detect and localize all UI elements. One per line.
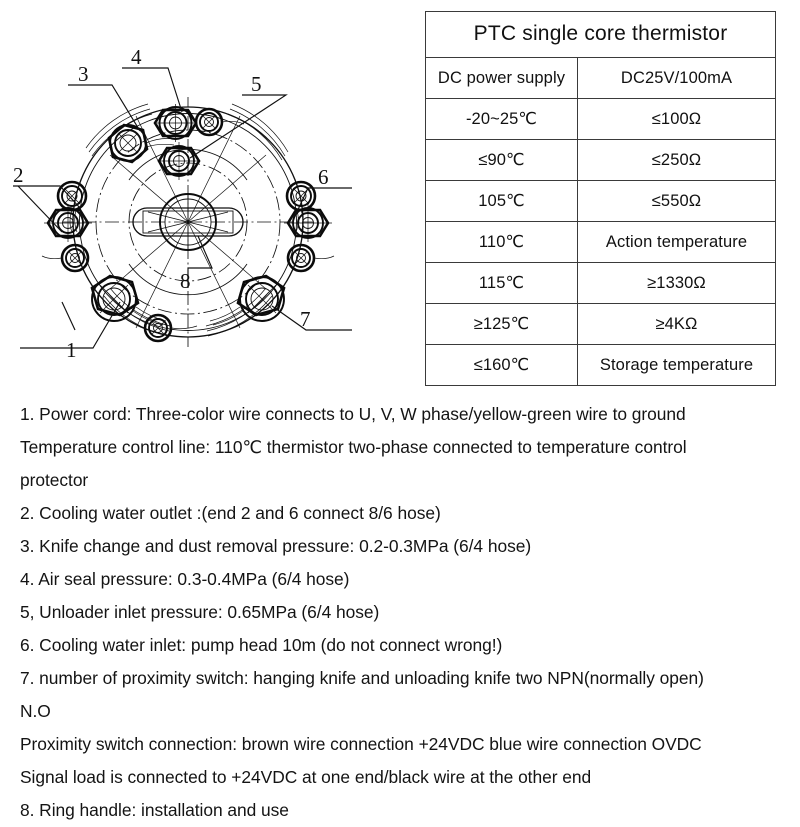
note-line: 2. Cooling water outlet :(end 2 and 6 connect 8/6 hose) bbox=[20, 503, 441, 523]
table-row bbox=[426, 345, 776, 386]
table-row bbox=[426, 222, 776, 263]
note-line: 4. Air seal pressure: 0.3-0.4MPa (6/4 hose) bbox=[20, 569, 350, 589]
spec-table-title-row bbox=[426, 12, 776, 58]
spec-row-label: DC power supply bbox=[426, 58, 578, 99]
note-line: protector bbox=[20, 470, 89, 490]
port-fitting-left-lower bbox=[42, 245, 88, 271]
note-line: 1. Power cord: Three-color wire connects to U, V, W phase/yellow-green wire to ground bbox=[20, 404, 686, 424]
callout-label-8: 8 bbox=[180, 269, 191, 293]
table-row bbox=[426, 304, 776, 345]
spec-row-value: ≤550Ω bbox=[578, 181, 776, 222]
drawing-svg bbox=[0, 0, 410, 390]
center-ring-handle bbox=[133, 194, 243, 250]
port-fitting-right-lower bbox=[288, 245, 334, 271]
spec-table-body bbox=[426, 12, 776, 386]
spec-row-label: ≤90℃ bbox=[426, 140, 578, 181]
table-row bbox=[426, 181, 776, 222]
spec-row-value: ≤250Ω bbox=[578, 140, 776, 181]
note-line: Proximity switch connection: brown wire connection +24VDC blue wire connection OVDC bbox=[20, 734, 702, 754]
port-fitting-2-main bbox=[44, 204, 92, 242]
top-area bbox=[0, 0, 800, 390]
spec-row-value: Storage temperature bbox=[578, 345, 776, 386]
table-row bbox=[426, 263, 776, 304]
notes-block bbox=[20, 398, 785, 827]
spec-row-label: ≤160℃ bbox=[426, 345, 578, 386]
spec-row-label: ≥125℃ bbox=[426, 304, 578, 345]
callout-label-5: 5 bbox=[251, 72, 262, 96]
spec-row-label: -20~25℃ bbox=[426, 99, 578, 140]
spec-row-value: DC25V/100mA bbox=[578, 58, 776, 99]
spindle-faceplate-drawing bbox=[0, 0, 410, 390]
callout-label-3: 3 bbox=[78, 62, 89, 86]
port-fitting-1 bbox=[92, 276, 166, 325]
table-row bbox=[426, 99, 776, 140]
spec-row-value: ≥4KΩ bbox=[578, 304, 776, 345]
note-line: 8. Ring handle: installation and use bbox=[20, 800, 289, 820]
port-fitting-7 bbox=[210, 276, 284, 325]
note-line: 7. number of proximity switch: hanging knife and unloading knife two NPN(normally open) bbox=[20, 668, 704, 688]
callout-label-7: 7 bbox=[300, 307, 311, 331]
ptc-thermistor-spec-table bbox=[425, 11, 776, 386]
spec-row-value: Action temperature bbox=[578, 222, 776, 263]
spec-row-label: 110℃ bbox=[426, 222, 578, 263]
spec-table-container bbox=[425, 11, 775, 386]
note-line: 3. Knife change and dust removal pressure: 0.2-0.3MPa (6/4 hose) bbox=[20, 536, 532, 556]
callout-label-4: 4 bbox=[131, 45, 142, 69]
note-line: 5, Unloader inlet pressure: 0.65MPa (6/4 hose) bbox=[20, 602, 380, 622]
callout-label-2: 2 bbox=[13, 163, 24, 187]
note-line: 6. Cooling water inlet: pump head 10m (do not connect wrong!) bbox=[20, 635, 503, 655]
table-row bbox=[426, 58, 776, 99]
port-fitting-5 bbox=[159, 142, 199, 180]
port-fitting-2-upper bbox=[58, 182, 86, 232]
note-line: Signal load is connected to +24VDC at one end/black wire at the other end bbox=[20, 767, 592, 787]
spec-row-label: 115℃ bbox=[426, 263, 578, 304]
spec-table-title: PTC single core thermistor bbox=[426, 12, 776, 58]
callout-label-6: 6 bbox=[318, 165, 329, 189]
port-fitting-6 bbox=[284, 204, 332, 242]
table-row bbox=[426, 140, 776, 181]
note-line: N.O bbox=[20, 701, 51, 721]
note-line: Temperature control line: 110℃ thermistor two-phase connected to temperature control bbox=[20, 437, 687, 457]
spec-row-value: ≤100Ω bbox=[578, 99, 776, 140]
spec-row-value: ≥1330Ω bbox=[578, 263, 776, 304]
callout-label-1: 1 bbox=[66, 338, 77, 362]
spec-row-label: 105℃ bbox=[426, 181, 578, 222]
